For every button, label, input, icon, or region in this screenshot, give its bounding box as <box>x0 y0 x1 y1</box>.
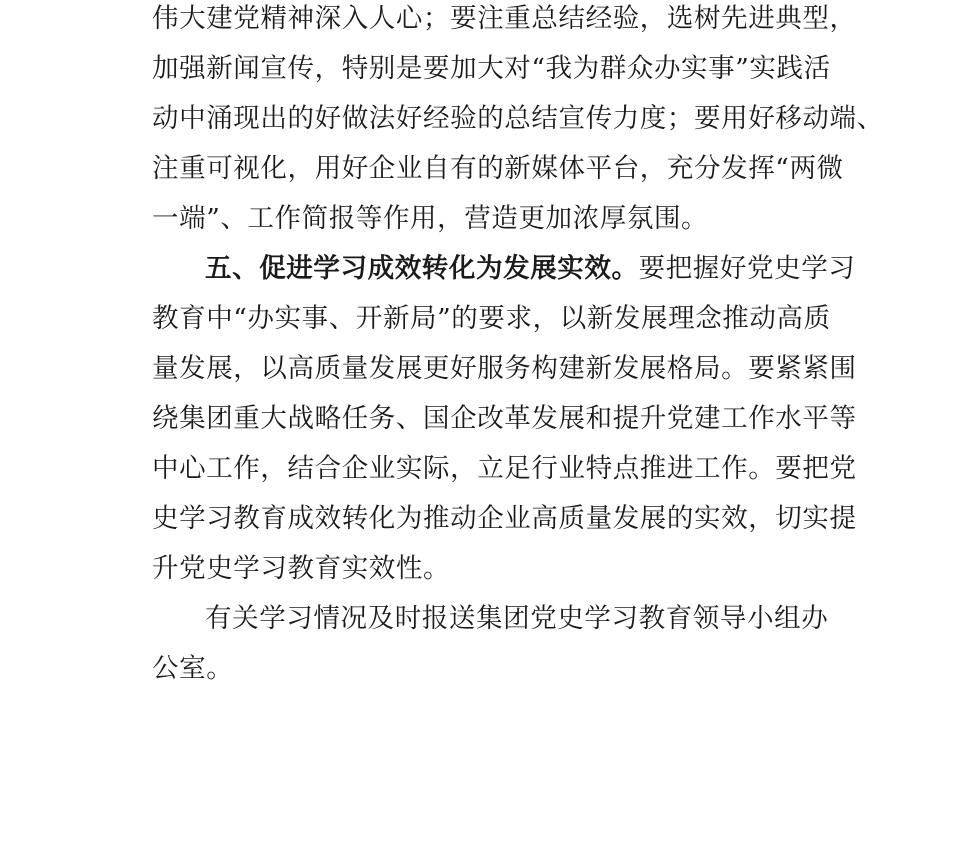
document-page <box>152 0 884 694</box>
text-line: 公室。 <box>152 653 234 684</box>
text-line <box>152 244 856 294</box>
text-line: 有关学习情况及时报送集团党史学习教育领导小组办 <box>205 603 829 634</box>
text-line: 注重可视化，用好企业自有的新媒体平台，充分发挥“两微 <box>152 153 844 184</box>
paragraph-continuation <box>152 0 884 244</box>
text-line: 伟大建党精神深入人心；要注重总结经验，选树先进典型， <box>152 3 857 34</box>
text-line: 升党史学习教育实效性。 <box>152 553 451 584</box>
text-line: 加强新闻宣传，特别是要加大对“我为群众办实事”实践活 <box>152 53 831 84</box>
text-line: 量发展，以高质量发展更好服务构建新发展格局。要紧紧围 <box>152 353 857 384</box>
text-line: 史学习教育成效转化为推动企业高质量发展的实效，切实提 <box>152 503 857 534</box>
text-line: 一端”、工作简报等作用，营造更加浓厚氛围。 <box>152 203 709 234</box>
text-line: 教育中“办实事、开新局”的要求，以新发展理念推动高质 <box>152 303 831 334</box>
text-line: 绕集团重大战略任务、国企改革发展和提升党建工作水平等 <box>152 403 857 434</box>
text-line: 动中涌现出的好做法好经验的总结宣传力度；要用好移动端、 <box>152 103 884 134</box>
text-line: 中心工作，结合企业实际，立足行业特点推进工作。要把党 <box>152 453 857 484</box>
heading-line-rest: 要把握好党史学习 <box>638 253 856 284</box>
closing-paragraph <box>152 594 832 694</box>
section-five-paragraph <box>152 244 857 594</box>
section-heading: 五、促进学习成效转化为发展实效。 <box>205 253 639 284</box>
